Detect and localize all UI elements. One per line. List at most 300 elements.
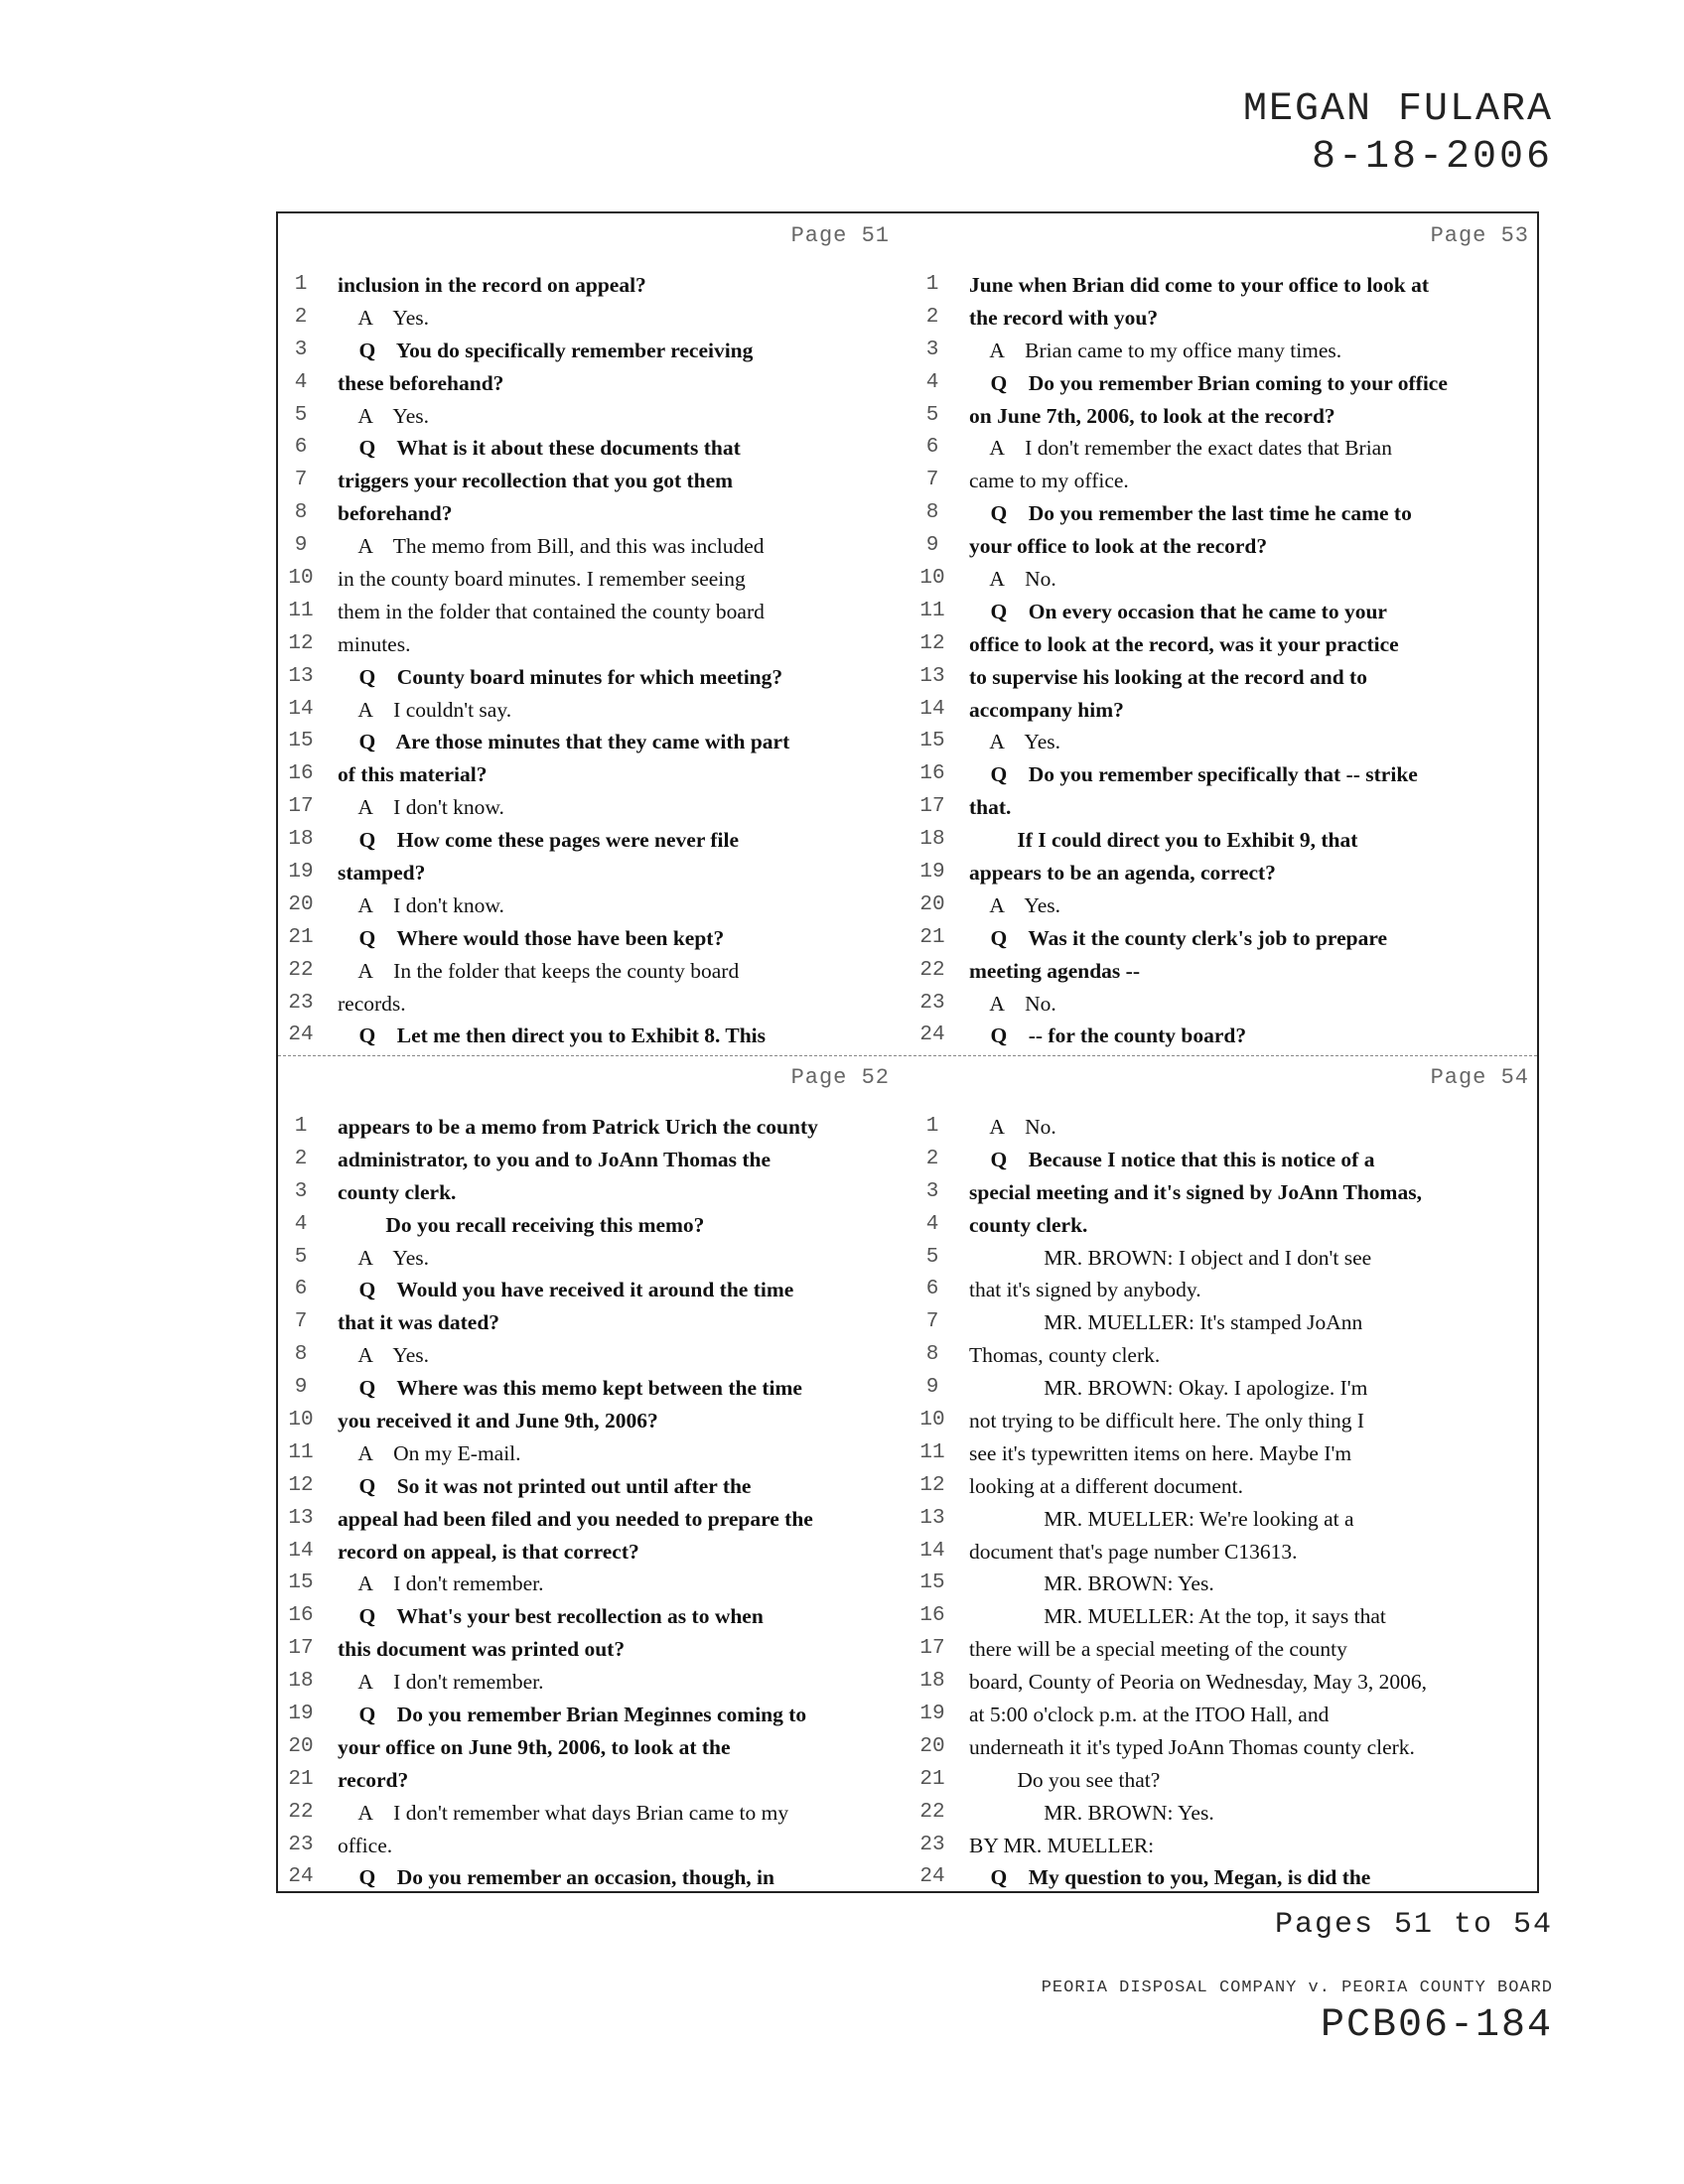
line-number: 18 <box>919 828 945 852</box>
transcript-line <box>278 628 910 661</box>
transcript-line <box>910 1372 1541 1405</box>
line-number: 13 <box>288 664 314 688</box>
pages-range: Pages 51 to 54 <box>1274 1908 1553 1942</box>
page-number-label: Page 54 <box>1430 1065 1529 1090</box>
line-number: 16 <box>288 762 314 786</box>
line-text: A No. <box>969 1115 1056 1139</box>
line-number: 19 <box>288 1703 314 1726</box>
line-number: 10 <box>919 1409 945 1433</box>
line-text: office. <box>338 1833 393 1857</box>
line-text: administrator, to you and to JoAnn Thomas the <box>338 1147 772 1171</box>
transcript-line <box>278 791 910 824</box>
transcript-line <box>910 400 1541 433</box>
line-number: 17 <box>919 1637 945 1661</box>
transcript-line <box>278 1600 910 1633</box>
line-number: 11 <box>919 599 945 622</box>
line-number: 8 <box>294 1343 308 1367</box>
line-number: 22 <box>919 1800 945 1824</box>
transcript-line <box>910 563 1541 596</box>
line-text: minutes. <box>338 631 411 656</box>
transcript-line <box>278 694 910 727</box>
transcript-line <box>278 661 910 694</box>
line-text: there will be a special meeting of the county <box>969 1637 1347 1662</box>
transcript-line <box>278 1111 910 1144</box>
transcript-line <box>910 1536 1541 1569</box>
line-text: Q What is it about these documents that <box>338 436 741 461</box>
line-number: 23 <box>288 1833 314 1856</box>
line-number: 20 <box>919 892 945 916</box>
line-text: county clerk. <box>969 1212 1088 1237</box>
line-list <box>910 1111 1541 1894</box>
line-text: A No. <box>969 567 1056 592</box>
line-text: A I don't remember the exact dates that Brian <box>969 436 1392 461</box>
transcript-line <box>910 791 1541 824</box>
line-list <box>278 1111 910 1894</box>
line-text: Do you see that? <box>969 1767 1161 1792</box>
line-text: A Brian came to my office many times. <box>969 338 1342 362</box>
line-number: 18 <box>919 1670 945 1694</box>
line-text: appears to be a memo from Patrick Urich the county <box>338 1115 818 1139</box>
line-number: 21 <box>288 925 314 949</box>
transcript-line <box>278 988 910 1021</box>
transcript-line <box>278 400 910 433</box>
transcript-line <box>278 889 910 922</box>
line-number: 23 <box>919 991 945 1015</box>
transcript-line <box>910 726 1541 758</box>
transcript-line <box>278 1764 910 1797</box>
transcript-page-53 <box>910 213 1541 1053</box>
line-number: 2 <box>294 1147 308 1170</box>
line-number: 15 <box>288 1571 314 1595</box>
transcript-line <box>278 1372 910 1405</box>
line-number: 6 <box>925 1278 939 1301</box>
line-text: you received it and June 9th, 2006? <box>338 1409 658 1433</box>
line-number: 16 <box>288 1604 314 1628</box>
line-number: 13 <box>288 1506 314 1530</box>
line-number: 17 <box>919 795 945 819</box>
line-number: 18 <box>288 1670 314 1694</box>
transcript-line <box>910 530 1541 563</box>
line-text: inclusion in the record on appeal? <box>338 273 646 297</box>
line-text: office to look at the record, was it your practice <box>969 631 1399 656</box>
line-text: board, County of Peoria on Wednesday, May 3, 2006, <box>969 1670 1428 1695</box>
line-text: this document was printed out? <box>338 1637 626 1662</box>
line-text: Q How come these pages were never file <box>338 828 740 853</box>
line-number: 19 <box>919 861 945 885</box>
transcript-line <box>910 1699 1541 1731</box>
line-text: A Yes. <box>338 1245 430 1270</box>
transcript-line <box>910 497 1541 530</box>
line-text: MR. MUELLER: It's stamped JoAnn <box>969 1310 1363 1335</box>
transcript-line <box>278 1274 910 1306</box>
transcript-line <box>278 726 910 758</box>
line-number: 1 <box>925 1115 939 1138</box>
transcript-line <box>910 1600 1541 1633</box>
line-number: 15 <box>919 1571 945 1595</box>
line-number: 14 <box>919 1539 945 1563</box>
transcript-line <box>910 922 1541 955</box>
transcript-line <box>278 922 910 955</box>
line-text: A The memo from Bill, and this was included <box>338 534 765 559</box>
line-number: 9 <box>294 1376 308 1400</box>
transcript-line <box>910 889 1541 922</box>
transcript-line <box>278 432 910 465</box>
transcript-page-54 <box>910 1055 1541 1895</box>
line-text: in the county board minutes. I remember seeing <box>338 567 746 592</box>
transcript-line <box>278 758 910 791</box>
line-number: 2 <box>925 305 939 329</box>
line-text: your office on June 9th, 2006, to look at the <box>338 1734 731 1759</box>
witness-name: MEGAN FULARA <box>1242 87 1553 132</box>
line-number: 9 <box>294 534 308 558</box>
line-number: 24 <box>288 1024 314 1047</box>
line-number: 8 <box>925 1343 939 1367</box>
line-text: Q You do specifically remember receiving <box>338 338 754 362</box>
line-number: 22 <box>919 958 945 982</box>
line-number: 23 <box>288 991 314 1015</box>
transcript-line <box>910 988 1541 1021</box>
deposition-date: 8-18-2006 <box>1311 135 1553 180</box>
line-text: at 5:00 o'clock p.m. at the ITOO Hall, and <box>969 1703 1330 1727</box>
line-number: 22 <box>288 1800 314 1824</box>
line-text: Q Do you remember Brian coming to your office <box>969 370 1448 395</box>
line-text: Q Where would those have been kept? <box>338 925 725 950</box>
line-number: 7 <box>925 1310 939 1334</box>
line-number: 6 <box>294 436 308 460</box>
transcript-line <box>278 1020 910 1052</box>
line-text: to supervise his looking at the record and to <box>969 664 1367 689</box>
line-number: 6 <box>925 436 939 460</box>
line-text: Q Are those minutes that they came with part <box>338 730 790 754</box>
transcript-line <box>910 857 1541 889</box>
line-text: special meeting and it's signed by JoAnn Thomas, <box>969 1179 1422 1204</box>
line-number: 10 <box>288 567 314 591</box>
transcript-line <box>910 1830 1541 1862</box>
line-text: of this material? <box>338 762 488 787</box>
line-number: 5 <box>925 1245 939 1269</box>
transcript-line <box>910 1861 1541 1894</box>
line-text: A I don't know. <box>338 795 504 820</box>
line-number: 19 <box>288 861 314 885</box>
line-number: 15 <box>919 730 945 753</box>
transcript-line <box>278 1633 910 1666</box>
transcript-line <box>910 694 1541 727</box>
line-number: 7 <box>925 469 939 492</box>
transcript-line <box>910 1503 1541 1536</box>
line-text: Q Would you have received it around the time <box>338 1278 794 1302</box>
line-number: 9 <box>925 1376 939 1400</box>
transcript-line <box>910 1274 1541 1306</box>
line-text: these beforehand? <box>338 370 504 395</box>
line-number: 3 <box>294 1179 308 1203</box>
page-number-label: Page 53 <box>1430 223 1529 248</box>
line-text: that. <box>969 795 1012 820</box>
line-number: 5 <box>294 403 308 427</box>
line-text: record on appeal, is that correct? <box>338 1539 639 1564</box>
line-number: 8 <box>294 501 308 525</box>
transcript-line <box>278 1176 910 1209</box>
case-name: PEORIA DISPOSAL COMPANY v. PEORIA COUNTY BOARD <box>1041 1979 1553 1997</box>
page-number-label: Page 51 <box>790 223 890 248</box>
line-text: Do you recall receiving this memo? <box>338 1212 705 1237</box>
line-number: 14 <box>288 697 314 721</box>
transcript-line <box>278 1144 910 1176</box>
line-number: 7 <box>294 1310 308 1334</box>
transcript-line <box>278 367 910 400</box>
line-text: MR. BROWN: Yes. <box>969 1800 1214 1825</box>
line-number: 4 <box>925 370 939 394</box>
transcript-line <box>910 1731 1541 1764</box>
line-number: 1 <box>925 273 939 296</box>
line-text: Q Because I notice that this is notice of a <box>969 1147 1375 1171</box>
line-number: 13 <box>919 1506 945 1530</box>
transcript-line <box>910 1764 1541 1797</box>
line-text: on June 7th, 2006, to look at the record? <box>969 403 1335 428</box>
transcript-line <box>910 824 1541 857</box>
transcript-page-52 <box>278 1055 910 1895</box>
line-number: 4 <box>294 370 308 394</box>
line-number: 19 <box>919 1703 945 1726</box>
transcript-line <box>910 1666 1541 1699</box>
line-text: A Yes. <box>338 403 430 428</box>
transcript-line <box>910 1242 1541 1275</box>
line-number: 5 <box>925 403 939 427</box>
transcript-line <box>278 1339 910 1372</box>
line-number: 1 <box>294 273 308 296</box>
transcript-line <box>278 1861 910 1894</box>
line-text: A I don't remember. <box>338 1670 544 1695</box>
line-text: A Yes. <box>969 892 1061 917</box>
transcript-line <box>278 1536 910 1569</box>
line-text: your office to look at the record? <box>969 534 1268 559</box>
line-text: Q County board minutes for which meeting? <box>338 664 783 689</box>
line-text: appears to be an agenda, correct? <box>969 861 1276 886</box>
line-text: Q My question to you, Megan, is did the <box>969 1865 1371 1890</box>
transcript-line <box>278 269 910 302</box>
line-number: 20 <box>288 892 314 916</box>
transcript-line <box>910 465 1541 497</box>
line-text: meeting agendas -- <box>969 958 1140 983</box>
line-number: 5 <box>294 1245 308 1269</box>
line-text: MR. BROWN: I object and I don't see <box>969 1245 1372 1270</box>
line-text: A On my E-mail. <box>338 1440 521 1465</box>
transcript-line <box>910 367 1541 400</box>
transcript-page-51 <box>278 213 910 1053</box>
line-text: that it's signed by anybody. <box>969 1278 1201 1302</box>
line-number: 24 <box>288 1865 314 1889</box>
transcript-line <box>278 1209 910 1242</box>
line-number: 10 <box>919 567 945 591</box>
transcript-line <box>278 335 910 367</box>
line-text: Q -- for the county board? <box>969 1024 1247 1048</box>
transcript-line <box>910 1111 1541 1144</box>
line-text: A Yes. <box>969 730 1061 754</box>
docket-number: PCB06-184 <box>1320 2003 1553 2048</box>
line-text: MR. MUELLER: We're looking at a <box>969 1506 1354 1531</box>
line-number: 24 <box>919 1024 945 1047</box>
line-list <box>910 269 1541 1052</box>
line-text: see it's typewritten items on here. Maybe I'm <box>969 1440 1352 1465</box>
line-number: 20 <box>919 1734 945 1758</box>
transcript-line <box>910 1797 1541 1830</box>
transcript-line <box>910 1568 1541 1600</box>
transcript-line <box>910 1176 1541 1209</box>
line-text: June when Brian did come to your office to look at <box>969 273 1430 297</box>
transcript-line <box>278 1731 910 1764</box>
line-text: not trying to be difficult here. The only thing I <box>969 1409 1365 1433</box>
line-number: 2 <box>925 1147 939 1170</box>
transcript-line <box>278 530 910 563</box>
line-text: BY MR. MUELLER: <box>969 1833 1155 1857</box>
transcript-line <box>910 1633 1541 1666</box>
line-text: beforehand? <box>338 501 453 526</box>
line-number: 16 <box>919 1604 945 1628</box>
line-number: 20 <box>288 1734 314 1758</box>
transcript-line <box>278 465 910 497</box>
transcript-line <box>278 1470 910 1503</box>
line-text: A I don't know. <box>338 892 504 917</box>
line-number: 24 <box>919 1865 945 1889</box>
line-number: 4 <box>925 1212 939 1236</box>
line-number: 8 <box>925 501 939 525</box>
line-text: Thomas, county clerk. <box>969 1343 1161 1368</box>
line-text: appeal had been filed and you needed to prepare the <box>338 1506 813 1531</box>
transcript-line <box>278 1699 910 1731</box>
transcript-line <box>278 1503 910 1536</box>
transcript-line <box>910 302 1541 335</box>
line-number: 18 <box>288 828 314 852</box>
transcript-line <box>910 1437 1541 1470</box>
page-number-label: Page 52 <box>790 1065 890 1090</box>
transcript-line <box>910 1144 1541 1176</box>
transcript-line <box>278 1306 910 1339</box>
line-number: 21 <box>919 925 945 949</box>
transcript-line <box>278 302 910 335</box>
line-text: Q Do you remember an occasion, though, in <box>338 1865 774 1890</box>
line-number: 13 <box>919 664 945 688</box>
line-text: that it was dated? <box>338 1310 500 1335</box>
transcript-line <box>278 1568 910 1600</box>
line-text: A No. <box>969 991 1056 1016</box>
line-text: record? <box>338 1767 409 1792</box>
transcript-line <box>278 1437 910 1470</box>
line-number: 17 <box>288 795 314 819</box>
transcript-line <box>910 628 1541 661</box>
line-text: Q Do you remember specifically that -- strike <box>969 762 1418 787</box>
line-text: Q So it was not printed out until after the <box>338 1473 752 1498</box>
transcript-line <box>278 1405 910 1437</box>
transcript-line <box>278 563 910 596</box>
line-number: 7 <box>294 469 308 492</box>
line-text: A I don't remember. <box>338 1571 544 1596</box>
line-number: 12 <box>288 631 314 655</box>
line-number: 21 <box>288 1767 314 1791</box>
line-text: If I could direct you to Exhibit 9, that <box>969 828 1358 853</box>
transcript-line <box>910 1470 1541 1503</box>
line-text: them in the folder that contained the county board <box>338 599 765 623</box>
transcript-line <box>910 1020 1541 1052</box>
line-number: 11 <box>288 599 314 622</box>
line-list <box>278 269 910 1052</box>
line-text: Q Let me then direct you to Exhibit 8. This <box>338 1024 767 1048</box>
line-text: A In the folder that keeps the county board <box>338 958 740 983</box>
line-number: 15 <box>288 730 314 753</box>
line-number: 12 <box>919 631 945 655</box>
line-text: county clerk. <box>338 1179 457 1204</box>
line-text: accompany him? <box>969 697 1124 722</box>
line-number: 10 <box>288 1409 314 1433</box>
line-number: 16 <box>919 762 945 786</box>
line-text: MR. MUELLER: At the top, it says that <box>969 1604 1386 1629</box>
line-text: document that's page number C13613. <box>969 1539 1298 1564</box>
line-text: A I couldn't say. <box>338 697 512 722</box>
transcript-line <box>910 758 1541 791</box>
transcript-line <box>910 1339 1541 1372</box>
transcript-line <box>278 497 910 530</box>
transcript-line <box>910 955 1541 988</box>
transcript-line <box>910 1209 1541 1242</box>
line-text: looking at a different document. <box>969 1473 1244 1498</box>
transcript-line <box>910 335 1541 367</box>
line-text: the record with you? <box>969 305 1159 330</box>
transcript-frame <box>276 211 1539 1893</box>
line-number: 14 <box>919 697 945 721</box>
line-number: 3 <box>294 338 308 361</box>
transcript-line <box>278 1242 910 1275</box>
line-number: 17 <box>288 1637 314 1661</box>
transcript-line <box>278 857 910 889</box>
line-text: underneath it it's typed JoAnn Thomas county clerk. <box>969 1734 1415 1759</box>
transcript-line <box>278 596 910 628</box>
line-number: 11 <box>919 1440 945 1464</box>
transcript-line <box>910 1306 1541 1339</box>
line-number: 2 <box>294 305 308 329</box>
line-text: came to my office. <box>969 469 1129 493</box>
line-number: 9 <box>925 534 939 558</box>
transcript-line <box>910 1405 1541 1437</box>
line-number: 14 <box>288 1539 314 1563</box>
line-text: Q What's your best recollection as to when <box>338 1604 764 1629</box>
transcript-line <box>278 1666 910 1699</box>
line-number: 11 <box>288 1440 314 1464</box>
transcript-line <box>278 1830 910 1862</box>
transcript-line <box>278 824 910 857</box>
line-number: 22 <box>288 958 314 982</box>
line-number: 3 <box>925 338 939 361</box>
transcript-line <box>278 955 910 988</box>
line-number: 1 <box>294 1115 308 1138</box>
line-text: triggers your recollection that you got them <box>338 469 734 493</box>
line-text: Q On every occasion that he came to your <box>969 599 1387 623</box>
line-text: Q Do you remember Brian Meginnes coming to <box>338 1703 807 1727</box>
transcript-line <box>910 661 1541 694</box>
line-number: 12 <box>288 1473 314 1497</box>
line-text: MR. BROWN: Yes. <box>969 1571 1214 1596</box>
line-number: 21 <box>919 1767 945 1791</box>
line-text: records. <box>338 991 406 1016</box>
line-number: 4 <box>294 1212 308 1236</box>
line-text: stamped? <box>338 861 426 886</box>
line-text: A Yes. <box>338 1343 430 1368</box>
line-text: Q Do you remember the last time he came to <box>969 501 1412 526</box>
line-number: 6 <box>294 1278 308 1301</box>
line-text: A I don't remember what days Brian came to my <box>338 1800 789 1825</box>
line-number: 12 <box>919 1473 945 1497</box>
line-text: MR. BROWN: Okay. I apologize. I'm <box>969 1376 1368 1401</box>
transcript-line <box>910 596 1541 628</box>
line-text: Q Where was this memo kept between the time <box>338 1376 802 1401</box>
line-text: A Yes. <box>338 305 430 330</box>
